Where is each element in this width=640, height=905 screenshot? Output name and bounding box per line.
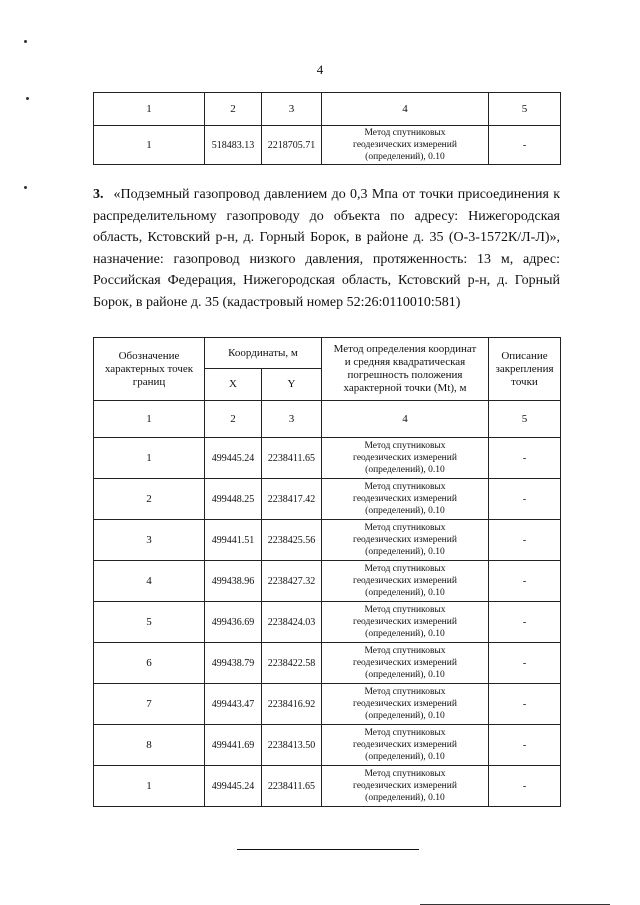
coord-y: 2238416.92	[262, 684, 322, 725]
point-id: 7	[94, 684, 205, 725]
method-line: геодезических измерений	[353, 576, 457, 586]
description-cell: -	[489, 766, 561, 807]
method-line: (определений), 0.10	[365, 152, 445, 162]
method-cell	[322, 684, 489, 725]
point-id: 2	[94, 479, 205, 520]
coord-y: 2238411.65	[262, 438, 322, 479]
point-id: 6	[94, 643, 205, 684]
column-number: 1	[94, 401, 205, 438]
column-number: 2	[205, 401, 262, 438]
method-line: геодезических измерений	[353, 494, 457, 504]
table-row	[94, 725, 561, 766]
column-number: 3	[262, 401, 322, 438]
method-line: Метод спутниковых	[364, 728, 446, 738]
coord-y: 2238427.32	[262, 561, 322, 602]
description-cell: -	[489, 126, 561, 165]
signature-line	[237, 849, 419, 850]
coord-y: 2238425.56	[262, 520, 322, 561]
point-id: 4	[94, 561, 205, 602]
point-id: 5	[94, 602, 205, 643]
table-row	[94, 684, 561, 725]
header-coordinates: Координаты, м	[205, 338, 322, 369]
scan-mark	[26, 97, 29, 100]
coord-x: 499445.24	[205, 766, 262, 807]
coord-y: 2218705.71	[262, 126, 322, 165]
method-line: (определений), 0.10	[365, 752, 445, 762]
coord-y: 2238424.03	[262, 602, 322, 643]
method-line: геодезических измерений	[353, 140, 457, 150]
description-cell: -	[489, 602, 561, 643]
column-number: 3	[262, 93, 322, 126]
method-line: геодезических измерений	[353, 740, 457, 750]
description-cell: -	[489, 520, 561, 561]
coord-x: 499438.79	[205, 643, 262, 684]
section-text: «Подземный газопровод давлением до 0,3 Мпа от точки присоединения к распределительному газопроводу до объекта по адресу: Нижегородская область, Кстовский р-н, д. Горный Борок, в районе д. 35 (О-3-1572К/Л-Л)», назначение: газопровод низкого давления, протяженность: 13 м, адрес: Российская Федерация, Нижегородская область, Кстовский р-н, д. Горный Борок, в районе д. 35 (кадастровый номер 52:26:0110010:581)	[93, 187, 560, 310]
point-id: 3	[94, 520, 205, 561]
method-line: Метод спутниковых	[364, 441, 446, 451]
coordinates-table-continued	[93, 92, 561, 165]
column-number: 4	[322, 401, 489, 438]
method-line: Метод спутниковых	[364, 128, 446, 138]
header-y: Y	[262, 369, 322, 401]
scan-mark	[24, 186, 27, 189]
method-line: геодезических измерений	[353, 617, 457, 627]
point-id: 8	[94, 725, 205, 766]
header-method: Метод определения координат и средняя квадратическая погрешность положения характерной точки (Mt), м	[322, 338, 489, 401]
description-cell: -	[489, 725, 561, 766]
method-cell	[322, 479, 489, 520]
table-row	[94, 643, 561, 684]
method-line: Метод спутниковых	[364, 564, 446, 574]
coord-y: 2238411.65	[262, 766, 322, 807]
table-row	[94, 126, 561, 165]
method-cell	[322, 561, 489, 602]
section-paragraph	[93, 184, 560, 313]
header-points: Обозначение характерных точек границ	[94, 338, 205, 401]
method-line: Метод спутниковых	[364, 769, 446, 779]
description-cell: -	[489, 479, 561, 520]
description-cell: -	[489, 561, 561, 602]
table-header-numbers	[94, 401, 561, 438]
table-row	[94, 438, 561, 479]
method-line: геодезических измерений	[353, 535, 457, 545]
column-number: 5	[489, 401, 561, 438]
coord-x: 499443.47	[205, 684, 262, 725]
table-row	[94, 520, 561, 561]
method-line: (определений), 0.10	[365, 629, 445, 639]
method-line: (определений), 0.10	[365, 588, 445, 598]
table-row	[94, 561, 561, 602]
method-line: (определений), 0.10	[365, 547, 445, 557]
description-cell: -	[489, 438, 561, 479]
table-row	[94, 602, 561, 643]
method-cell	[322, 725, 489, 766]
table-row	[94, 479, 561, 520]
section-number: 3.	[93, 187, 104, 202]
method-cell	[322, 126, 489, 165]
method-line: Метод спутниковых	[364, 605, 446, 615]
point-id: 1	[94, 766, 205, 807]
method-cell	[322, 602, 489, 643]
coord-y: 2238417.42	[262, 479, 322, 520]
method-cell	[322, 520, 489, 561]
method-cell	[322, 766, 489, 807]
method-line: геодезических измерений	[353, 453, 457, 463]
column-number: 4	[322, 93, 489, 126]
method-line: Метод спутниковых	[364, 523, 446, 533]
point-id: 1	[94, 126, 205, 165]
method-line: Метод спутниковых	[364, 482, 446, 492]
coord-y: 2238422.58	[262, 643, 322, 684]
coord-x: 518483.13	[205, 126, 262, 165]
point-id: 1	[94, 438, 205, 479]
method-line: (определений), 0.10	[365, 506, 445, 516]
table-header-numbers	[94, 93, 561, 126]
coord-y: 2238413.50	[262, 725, 322, 766]
column-number: 1	[94, 93, 205, 126]
coord-x: 499441.51	[205, 520, 262, 561]
table-header	[94, 338, 561, 369]
description-cell: -	[489, 643, 561, 684]
method-line: (определений), 0.10	[365, 711, 445, 721]
coord-x: 499445.24	[205, 438, 262, 479]
header-description: Описание закрепления точки	[489, 338, 561, 401]
header-x: X	[205, 369, 262, 401]
coord-x: 499448.25	[205, 479, 262, 520]
coord-x: 499438.96	[205, 561, 262, 602]
coord-x: 499441.69	[205, 725, 262, 766]
method-line: Метод спутниковых	[364, 646, 446, 656]
method-line: геодезических измерений	[353, 781, 457, 791]
method-cell	[322, 643, 489, 684]
method-line: (определений), 0.10	[365, 465, 445, 475]
page-number: 4	[316, 62, 324, 77]
scan-mark	[24, 40, 27, 43]
method-line: (определений), 0.10	[365, 793, 445, 803]
table-row	[94, 766, 561, 807]
column-number: 5	[489, 93, 561, 126]
coordinates-table	[93, 337, 561, 807]
coord-x: 499436.69	[205, 602, 262, 643]
column-number: 2	[205, 93, 262, 126]
method-line: Метод спутниковых	[364, 687, 446, 697]
description-cell: -	[489, 684, 561, 725]
method-line: геодезических измерений	[353, 658, 457, 668]
method-line: (определений), 0.10	[365, 670, 445, 680]
method-line: геодезических измерений	[353, 699, 457, 709]
method-cell	[322, 438, 489, 479]
